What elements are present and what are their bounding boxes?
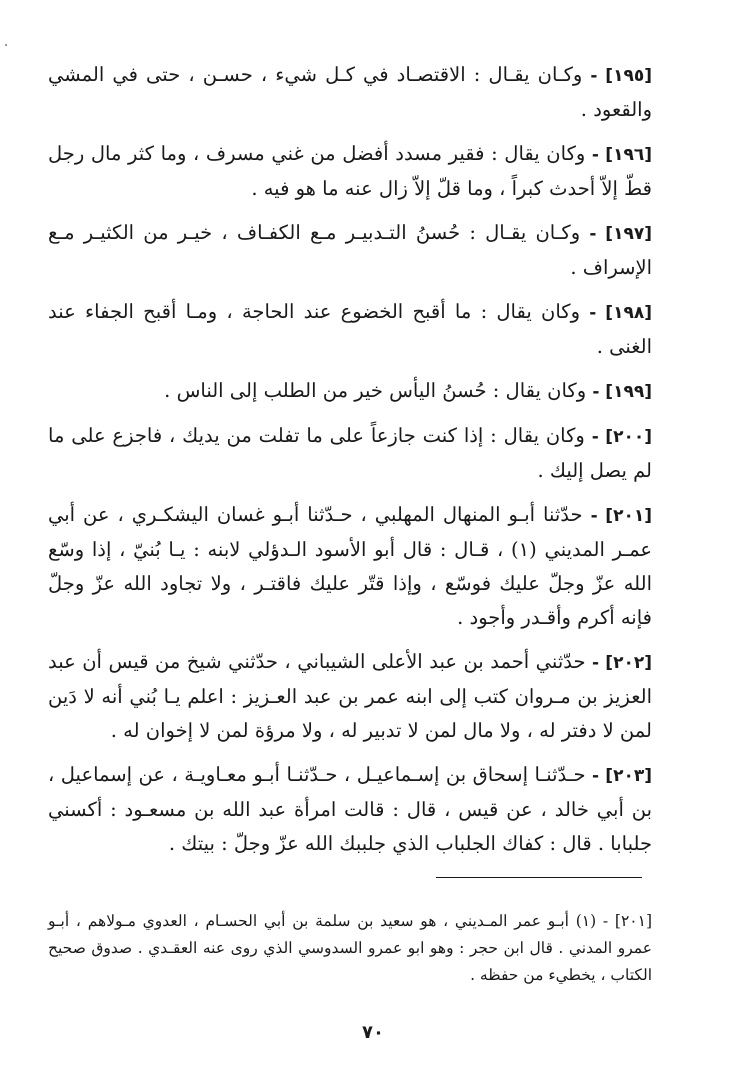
- page-number: ٧٠: [362, 1022, 384, 1043]
- entry-196: [48, 137, 652, 206]
- entry-number: [١٩٨] -: [589, 303, 653, 323]
- entry-201: [48, 498, 652, 635]
- entry-text: حـدّثنـا إسحاق بن إسـماعيـل ، حـدّثنـا أبـو معـاويـة ، عن إسماعيل ، بن أبي خالد ، عن قيس ، قال : قالت امرأة عبد الله بن مسعـود : أكسني جلبابا . قال : كفاك الجلباب الذي جلببك الله عزّ وجلّ : بيتك .: [48, 763, 652, 855]
- entry-195: [48, 58, 652, 127]
- entry-number: [١٩٥] -: [590, 66, 652, 86]
- entry-199: [48, 374, 652, 409]
- entry-197: [48, 216, 652, 285]
- entry-text: وكان يقال : إذا كنت جازعاً على ما تفلت من يديك ، فاجزع على ما لم يصل إليك .: [48, 424, 652, 482]
- entry-number: [١٩٦] -: [591, 145, 652, 165]
- entry-text: وكـان يقـال : الاقتصـاد في كـل شيء ، حسـن ، حتى في المشي والقعود .: [48, 63, 652, 121]
- entry-number: [٢٠٠] -: [591, 427, 653, 447]
- entry-text: حدّثني أحمد بن عبد الأعلى الشيباني ، حدّثني شيخ من قيس أن عبد العزيز بن مـروان كتب إلى ابنه عمر بن عبد العـزيز : اعلم يـا بُني أنه لا دَين لمن لا دفتر له ، ولا مال لمن لا تدبير له ، ولا مرؤة لمن لا إخوان له .: [48, 650, 652, 742]
- footnote: [٢٠١] - (١) أبـو عمر المـديني ، هو سعيد بن سلمة بن أبي الحسـام ، العدوي مـولاهم ، أبـو عمرو المدني . قال ابن حجر : وهو ابو عمرو السدوسي الذي روى عنه العقـدي . صدوق صحيح الكتاب ، يخطيء من حفظه .: [48, 912, 653, 984]
- scan-speck: [5, 44, 7, 46]
- entry-text: وكـان يقـال : حُسنُ التـدبيـر مـع الكفـاف ، خيـر من الكثيـر مـع الإسراف .: [48, 221, 652, 279]
- entry-number: [١٩٩] -: [592, 382, 652, 402]
- entry-text: وكان يقال : ما أقبح الخضوع عند الحاجة ، ومـا أقبح الجفاء عند الغنى .: [48, 300, 652, 358]
- entry-198: [48, 295, 652, 364]
- entry-text: وكان يقال : فقير مسدد أفضل من غني مسرف ، وما كثر مال رجل قطّ إلاّ أحدث كبراً ، وما قلّ إلاّ زال عنه ما هو فيه .: [48, 142, 652, 200]
- footnote-separator: [436, 877, 642, 878]
- entry-number: [٢٠٣] -: [592, 766, 652, 786]
- entry-203: [48, 758, 652, 861]
- entry-202: [48, 645, 652, 748]
- entry-number: [٢٠٢] -: [592, 653, 653, 673]
- entry-text: حدّثنا أبـو المنهال المهلبي ، حـدّثنا أبـو غسان اليشكـري ، عن أبي عمـر المديني (١) ، قـال : قال أبو الأسود الـدؤلي لابنه : يـا بُنيّ ، إذا وسّع الله عزّ وجلّ عليك فوسّع ، وإذا قتّر عليك فاقتـر ، ولا تجاود الله عزّ وجلّ فإنه أكرم وأقـدر وأجود .: [48, 503, 652, 629]
- entry-200: [48, 419, 652, 488]
- entry-number: [٢٠١] -: [590, 506, 652, 526]
- main-text: [48, 58, 652, 871]
- entry-number: [١٩٧] -: [589, 224, 652, 244]
- entry-text: وكان يقال : حُسنُ اليأس خير من الطلب إلى الناس .: [164, 379, 587, 402]
